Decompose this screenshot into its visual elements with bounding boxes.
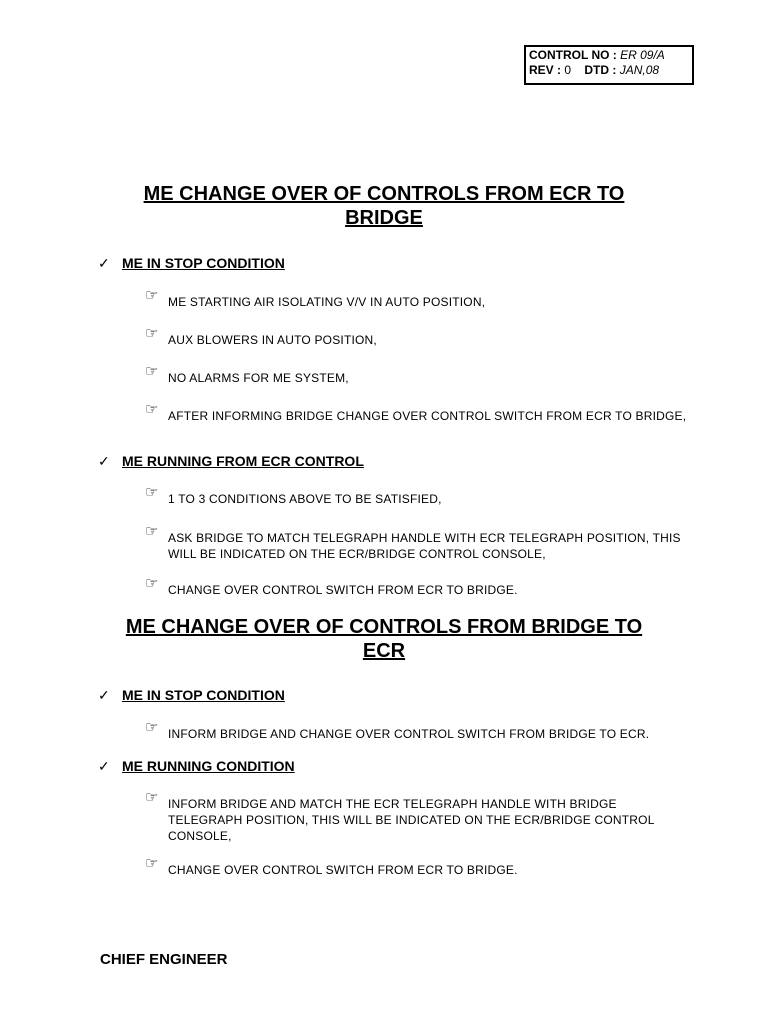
control-no-label: CONTROL NO : (529, 48, 617, 62)
section-me-in-stop-2 (98, 686, 285, 704)
pointing-hand-icon: ☞ (145, 287, 159, 304)
pointing-hand-icon: ☞ (145, 484, 159, 501)
heading-bridge-to-ecr (60, 615, 708, 663)
check-icon: ✓ (98, 758, 110, 774)
list-item (145, 523, 690, 562)
list-item-text: NO ALARMS FOR ME SYSTEM, (168, 371, 349, 385)
list-item (145, 363, 690, 386)
section-title: ME IN STOP CONDITION (122, 687, 285, 703)
check-icon: ✓ (98, 453, 110, 469)
list-item-text: AFTER INFORMING BRIDGE CHANGE OVER CONTROL SWITCH FROM ECR TO BRIDGE, (168, 409, 687, 423)
section-me-in-stop (98, 254, 285, 272)
control-number-box (524, 45, 694, 85)
signature-chief-engineer: CHIEF ENGINEER (100, 951, 228, 968)
pointing-hand-icon: ☞ (145, 719, 159, 736)
list-item (145, 575, 690, 598)
list-item-text: INFORM BRIDGE AND CHANGE OVER CONTROL SWITCH FROM BRIDGE TO ECR. (168, 727, 650, 741)
list-item-text: ME STARTING AIR ISOLATING V/V IN AUTO POSITION, (168, 295, 486, 309)
list-item (145, 325, 690, 348)
pointing-hand-icon: ☞ (145, 575, 159, 592)
heading-line: ME CHANGE OVER OF CONTROLS FROM BRIDGE TO (125, 616, 643, 638)
dtd-value: JAN,08 (619, 63, 660, 77)
control-no-value: ER 09/A (620, 48, 665, 62)
heading-line: ME CHANGE OVER OF CONTROLS FROM ECR TO (143, 183, 625, 205)
section-title: ME RUNNING CONDITION (122, 758, 295, 774)
rev-value: 0 (564, 63, 572, 77)
rev-line (529, 63, 689, 78)
check-icon: ✓ (98, 255, 110, 271)
list-item-text: CHANGE OVER CONTROL SWITCH FROM ECR TO BRIDGE. (168, 583, 518, 597)
pointing-hand-icon: ☞ (145, 363, 159, 380)
pointing-hand-icon: ☞ (145, 789, 159, 806)
heading-line: ECR (362, 640, 406, 662)
pointing-hand-icon: ☞ (145, 855, 159, 872)
section-title: ME IN STOP CONDITION (122, 255, 285, 271)
list-item (145, 855, 690, 878)
list-item-text: CHANGE OVER CONTROL SWITCH FROM ECR TO BRIDGE. (168, 863, 518, 877)
heading-line: BRIDGE (345, 207, 423, 229)
list-item-text: ASK BRIDGE TO MATCH TELEGRAPH HANDLE WITH ECR TELEGRAPH POSITION, THIS WILL BE INDICATED ON THE ECR/BRIDGE CONTROL CONSOLE, (168, 531, 681, 561)
list-item-text: 1 TO 3 CONDITIONS ABOVE TO BE SATISFIED, (168, 492, 442, 506)
pointing-hand-icon: ☞ (145, 523, 159, 540)
section-me-running-ecr (98, 452, 364, 470)
list-item (145, 401, 690, 424)
check-icon: ✓ (98, 687, 110, 703)
list-item-text: AUX BLOWERS IN AUTO POSITION, (168, 333, 377, 347)
list-item (145, 287, 690, 310)
section-title: ME RUNNING FROM ECR CONTROL (122, 453, 364, 469)
pointing-hand-icon: ☞ (145, 325, 159, 342)
list-item (145, 789, 690, 844)
dtd-label: DTD : (584, 63, 617, 77)
pointing-hand-icon: ☞ (145, 401, 159, 418)
rev-label: REV : (529, 63, 562, 77)
list-item (145, 719, 690, 742)
control-no-line (529, 48, 689, 63)
list-item (145, 484, 690, 507)
list-item-text: INFORM BRIDGE AND MATCH THE ECR TELEGRAPH HANDLE WITH BRIDGE TELEGRAPH POSITION, THIS WILL BE INDICATED ON THE ECR/BRIDGE CONTROL CONSOLE, (168, 797, 655, 843)
section-me-running (98, 757, 295, 775)
heading-ecr-to-bridge (60, 182, 708, 230)
